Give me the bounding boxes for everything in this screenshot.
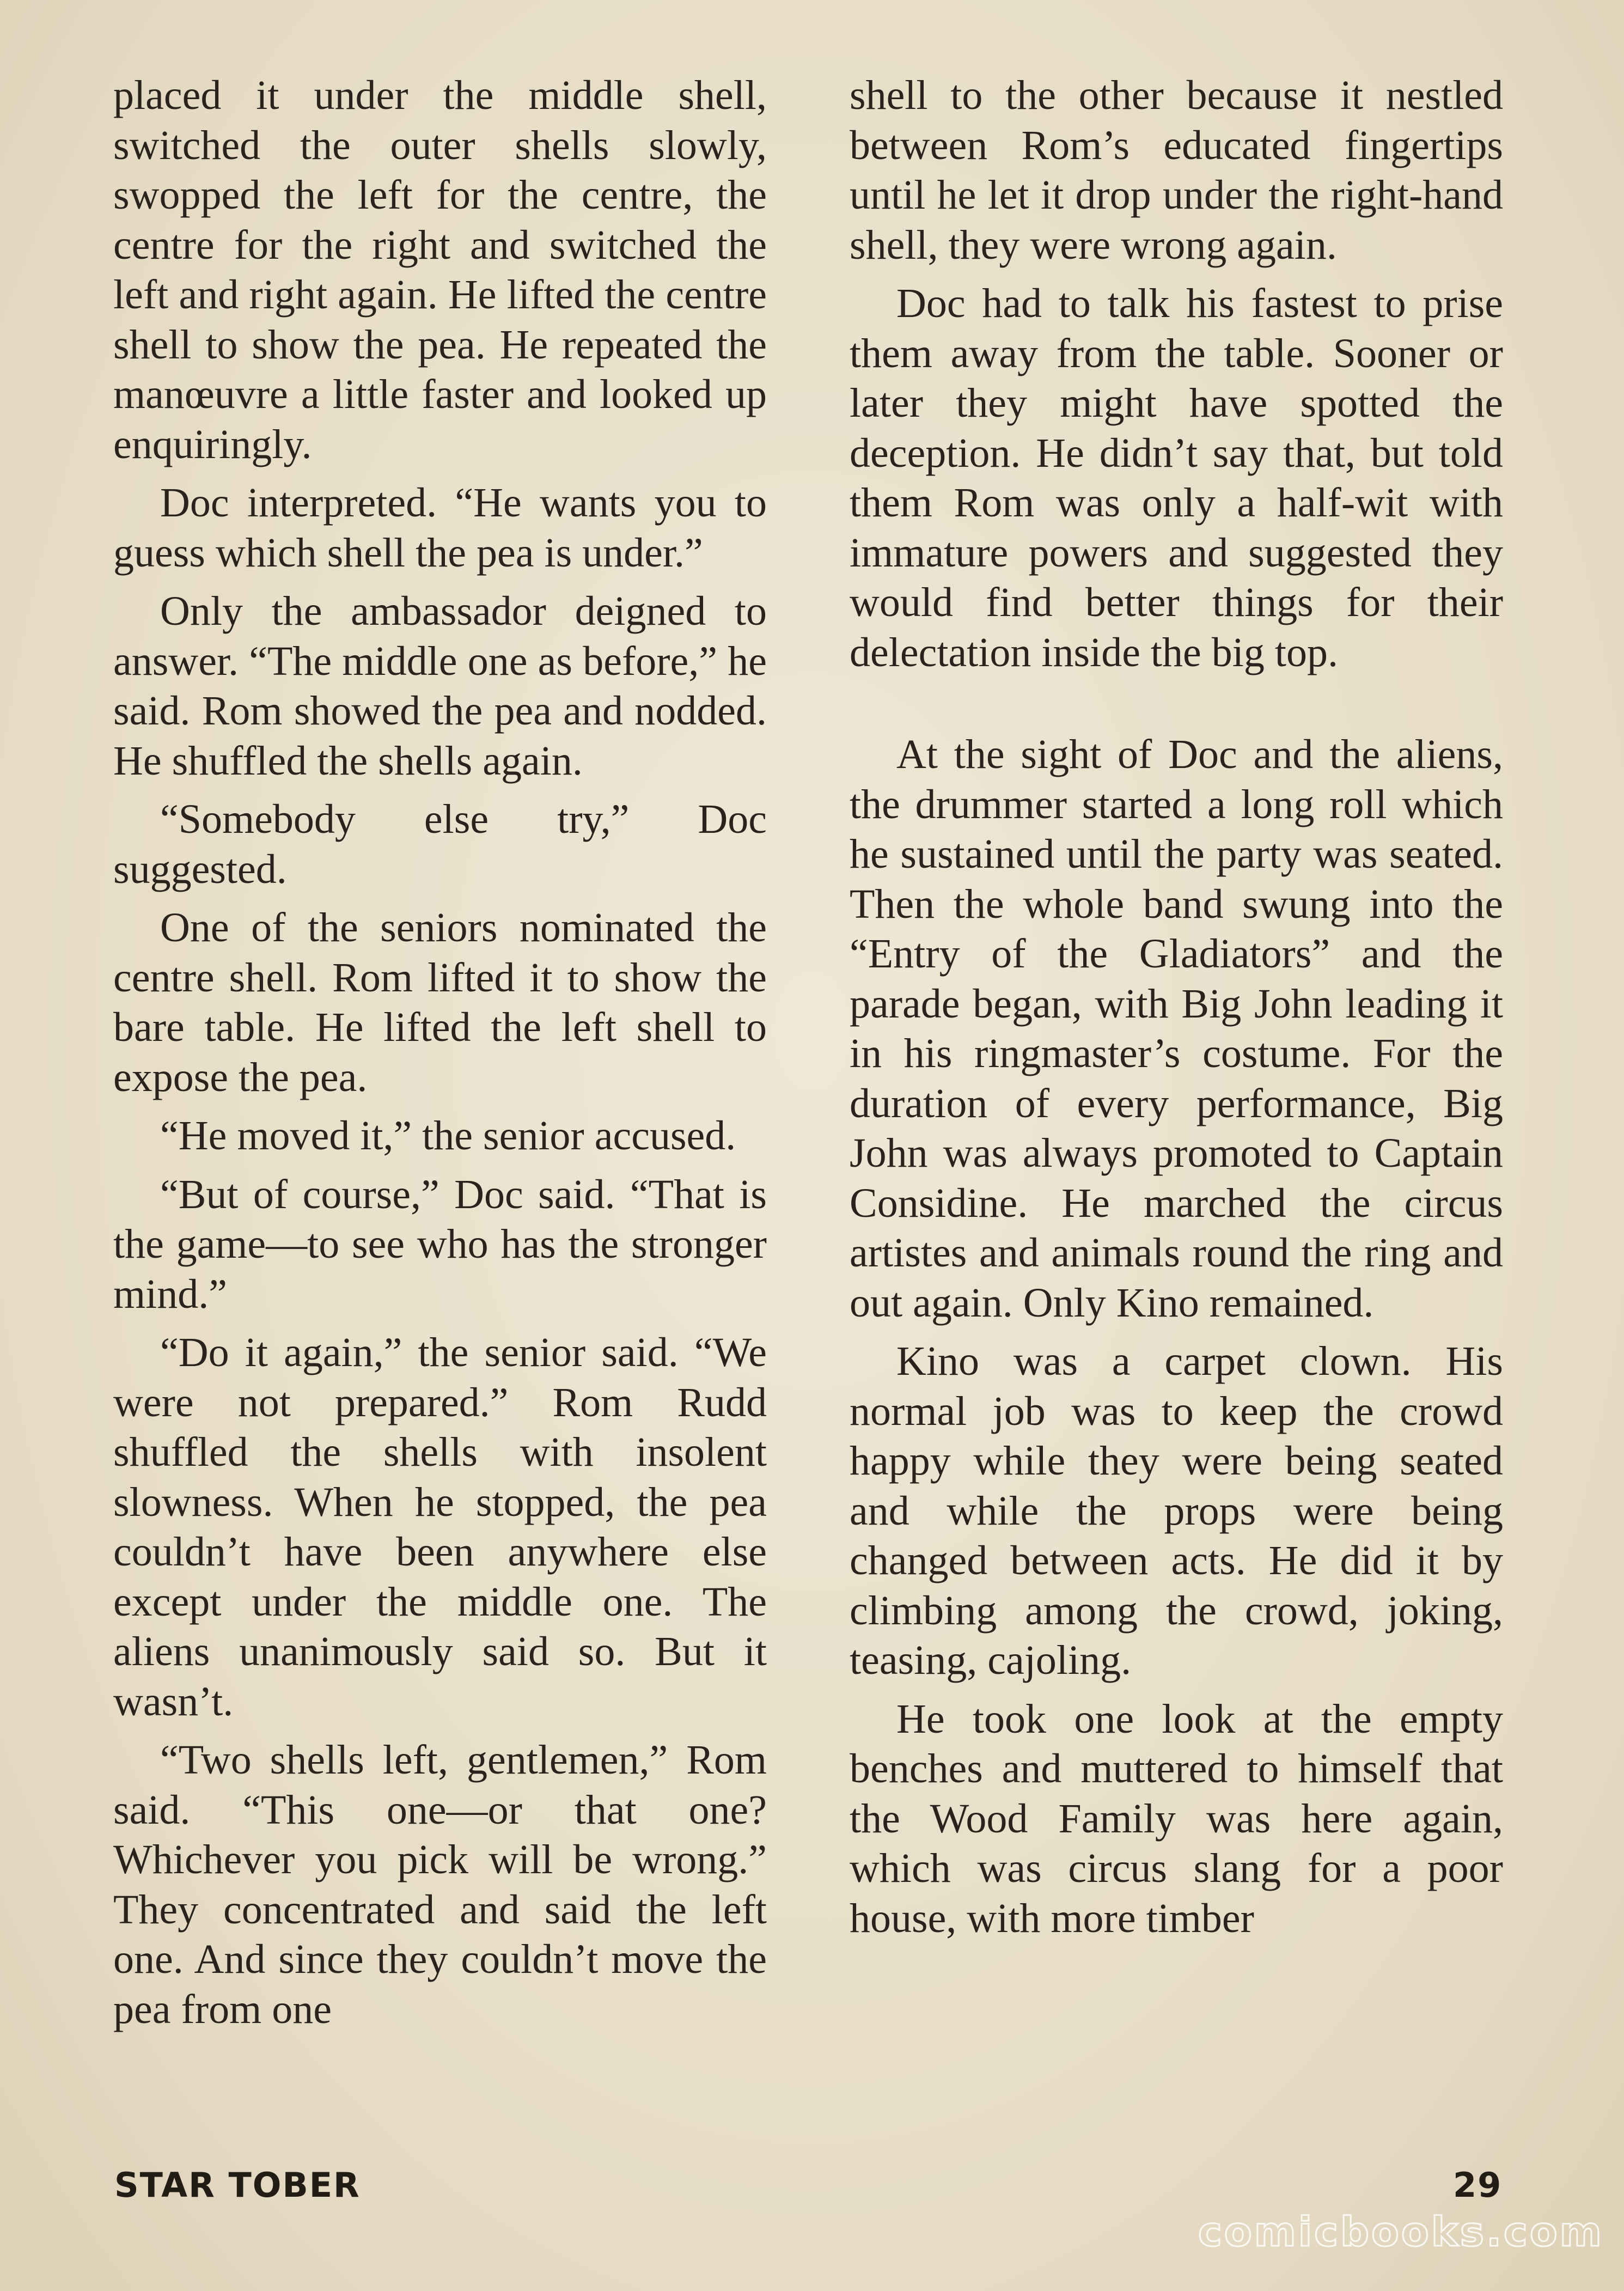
paragraph: One of the seniors nominated the centre shell. Rom lifted it to show the bare table. He lifted the left shell to expose the pea. (113, 905, 767, 1100)
paragraph: “Two shells left, gentlemen,” Rom said. “This one—or that one? Whichever you pick will be wrong.” They concentrated and said the left one. And since they couldn’t move the pea from one (113, 1737, 767, 2032)
paragraph: “He moved it,” the senior accused. (160, 1113, 736, 1159)
paragraph: “But of course,” Doc said. “That is the game—to see who has the stronger mind.” (113, 1171, 767, 1317)
right-text-column (850, 71, 1503, 1952)
paragraph: Only the ambassador deigned to answer. “The middle one as before,” he said. Rom showed the pea and nodded. He shuffled the shells again. (113, 588, 767, 784)
paragraph: At the sight of Doc and the aliens, the drummer started a long roll which he sustained until the party was seated. Then the whole band swung into the “Entry of the Gladiators” and the parade began, with Big John leading it in his ringmaster’s costume. For the duration of every performance, Big John was always promoted to Captain Considine. He marched the circus artistes and animals round the ring and out again. Only Kino remained. (850, 732, 1503, 1326)
paragraph: “Do it again,” the senior said. “We were not prepared.” Rom Rudd shuffled the shells with insolent slowness. When he stopped, the pea couldn’t have been anywhere else except under the middle one. The aliens unanimously said so. But it wasn’t. (113, 1330, 767, 1725)
paragraph: Doc had to talk his fastest to prise them away from the table. Sooner or later they might have spotted the deception. He didn’t say that, but told them Rom was only a half-wit with immature powers and suggested they would find better things for their delectation inside the big top. (850, 281, 1503, 675)
paragraph: Kino was a carpet clown. His normal job was to keep the crowd happy while they were being seated and while the props were being changed between acts. He did it by climbing among the crowd, joking, teasing, cajoling. (850, 1338, 1503, 1683)
paragraph: He took one look at the empty benches and muttered to himself that the Wood Family was here again, which was circus slang for a poor house, with more timber (850, 1696, 1503, 1941)
left-text-column (113, 71, 767, 2043)
page-number: 29 (1453, 2165, 1503, 2205)
paragraph: placed it under the middle shell, switched the outer shells slowly, swopped the left for the centre, the centre for the right and switched the left and right again. He lifted the centre shell to show the pea. He repeated the manœuvre a little faster and looked up enquiringly. (113, 72, 767, 467)
watermark: comicbooks.com (1198, 2209, 1604, 2256)
paragraph: “Somebody else try,” Doc suggested. (113, 796, 767, 892)
magazine-title-footer: STAR TOBER (114, 2165, 361, 2205)
paragraph: Doc interpreted. “He wants you to guess which shell the pea is under.” (113, 480, 767, 576)
paragraph: shell to the other because it nestled between Rom’s educated fingertips until he let it drop under the right-hand shell, they were wrong again. (850, 72, 1503, 268)
